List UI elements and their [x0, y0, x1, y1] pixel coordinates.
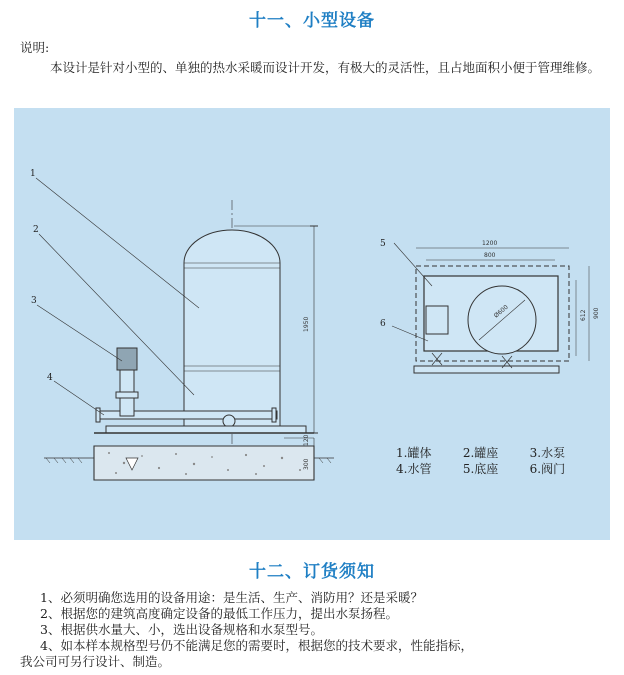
- dim-base: 120: [303, 434, 310, 446]
- pump-body: [120, 398, 134, 416]
- dim-tank-diameter: Ø600: [492, 303, 510, 320]
- dim-side-outer: 900: [593, 307, 600, 319]
- callout-5: 5: [380, 239, 386, 249]
- valve-circle: [223, 415, 235, 427]
- tank-seat: [106, 426, 306, 433]
- plan-pipe: [414, 366, 559, 373]
- legend-row-1: [396, 444, 565, 461]
- leader-4: [54, 381, 104, 415]
- note-item: 2、根据您的建筑高度确定设备的最低工作压力，提出水泵扬程。: [40, 606, 398, 621]
- callout-3: 3: [31, 296, 37, 306]
- callout-2: 2: [33, 225, 39, 235]
- plan-pump: [426, 306, 448, 334]
- legend-item: 2.罐座: [462, 446, 499, 460]
- dim-side-inner: 612: [580, 309, 587, 321]
- leader-3: [37, 305, 122, 361]
- dim-inner-width: 800: [484, 252, 496, 259]
- legend-row-2: [396, 460, 565, 477]
- callout-4: 4: [47, 373, 53, 383]
- leader-1: [36, 178, 199, 308]
- callout-6: 6: [380, 319, 386, 329]
- description-label: 说明:: [20, 40, 50, 55]
- legend-item: 5.底座: [462, 462, 499, 476]
- legend-item: 1.罐体: [396, 446, 432, 460]
- dim-height: 1950: [303, 316, 310, 332]
- section-title-equipment: 十一、小型设备: [249, 11, 375, 31]
- note-item: 3、根据供水量大、小，选出设备规格和水泵型号。: [40, 622, 323, 637]
- callout-1: 1: [30, 169, 36, 179]
- legend-item: 4.水管: [396, 462, 432, 476]
- equipment-drawing: [14, 108, 610, 540]
- legend-item: 3.水泵: [529, 446, 566, 460]
- leader-5: [394, 243, 432, 286]
- leader-2: [39, 234, 194, 395]
- description-text: 本设计是针对小型的、单独的热水采暖而设计开发，有极大的灵活性，且占地面积小便于管理维修。: [50, 60, 601, 75]
- dim-outer-width: 1200: [482, 240, 498, 247]
- section-title-ordering: 十二、订货须知: [249, 562, 375, 582]
- note-item: 1、必须明确您选用的设备用途：是生活、生产、消防用？还是采暖？: [40, 590, 423, 605]
- pump-motor: [117, 348, 137, 370]
- note-item: 我公司可另行设计、制造。: [20, 654, 171, 669]
- note-item: 4、如本样本规格型号仍不能满足您的需要时，根据您的技术要求，性能指标，: [40, 638, 473, 653]
- leader-6: [392, 326, 428, 341]
- tank-body: [184, 230, 280, 428]
- foundation: [94, 446, 314, 480]
- legend-item: 6.阀门: [529, 462, 566, 476]
- dim-foundation: 300: [303, 458, 310, 470]
- ordering-notes: [20, 590, 614, 670]
